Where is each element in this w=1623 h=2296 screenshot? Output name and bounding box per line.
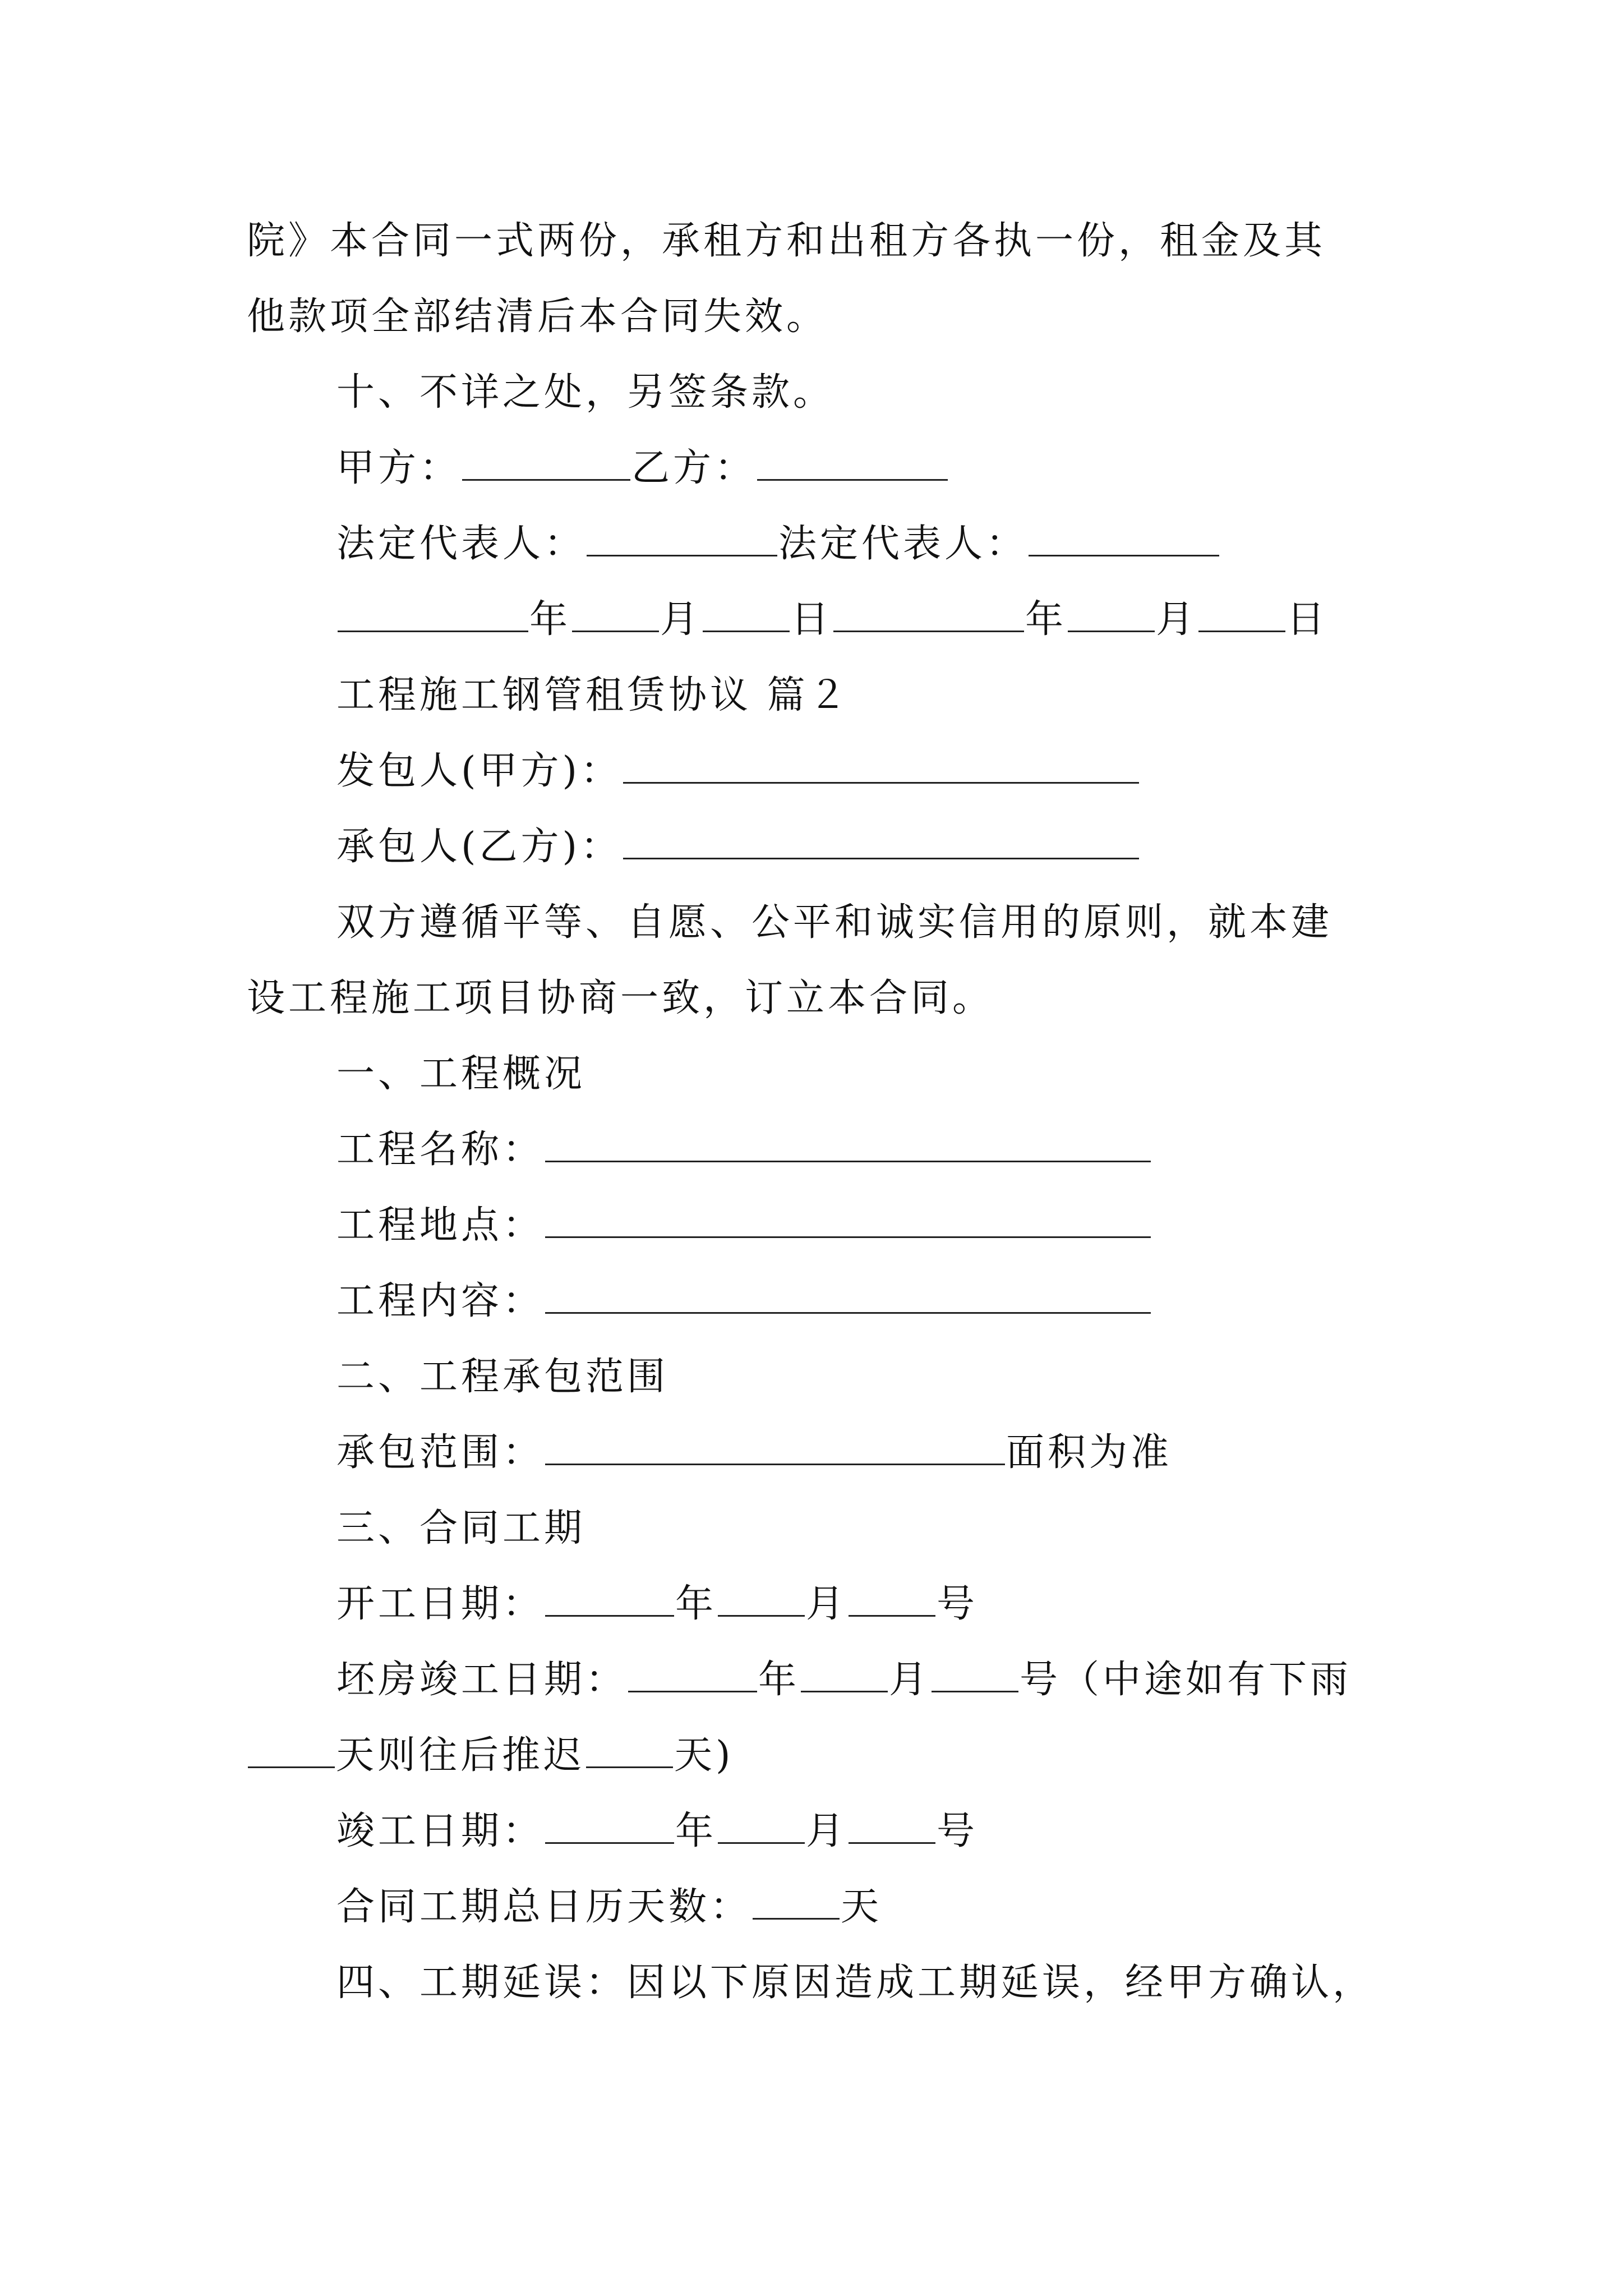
date-a-month-blank[interactable] xyxy=(572,600,659,632)
date-b-day-label: 日 xyxy=(1287,597,1329,642)
completion-date-line xyxy=(336,1801,978,1862)
legal-rep-b-blank[interactable] xyxy=(1029,524,1219,556)
legal-rep-a-label: 法定代表人： xyxy=(336,522,586,566)
total-days-label: 合同工期总日历天数： xyxy=(336,1885,752,1929)
total-days-blank[interactable] xyxy=(753,1888,840,1920)
project-content-blank[interactable] xyxy=(545,1282,1151,1314)
date-a-year-blank[interactable] xyxy=(338,600,528,632)
contractor-blank[interactable] xyxy=(623,827,1139,859)
scope-suffix: 面积为准 xyxy=(1006,1430,1173,1475)
heading-duration: 三、合同工期 xyxy=(336,1506,586,1550)
date-b-month-label: 月 xyxy=(1156,597,1198,642)
completion-date-label: 竣工日期： xyxy=(336,1809,545,1853)
date-b-day-blank[interactable] xyxy=(1198,600,1285,632)
shell-day-blank[interactable] xyxy=(932,1660,1018,1692)
completion-day-blank[interactable] xyxy=(849,1812,935,1844)
date-b-year-label: 年 xyxy=(1025,597,1067,642)
date-a-year-label: 年 xyxy=(529,597,571,642)
date-b-month-blank[interactable] xyxy=(1068,600,1155,632)
project-content-label: 工程内容： xyxy=(336,1279,545,1323)
delay-days-blank[interactable] xyxy=(586,1736,673,1768)
completion-day-label: 号 xyxy=(937,1809,979,1853)
completion-year-label: 年 xyxy=(675,1809,717,1853)
shell-month-blank[interactable] xyxy=(801,1660,888,1692)
project-name-label: 工程名称： xyxy=(336,1128,545,1172)
start-day-blank[interactable] xyxy=(849,1585,935,1617)
shell-year-label: 年 xyxy=(758,1658,800,1702)
heading-overview: 一、工程概况 xyxy=(336,1052,586,1096)
party-b-label: 乙方： xyxy=(631,446,757,490)
contractor-label: 承包人(乙方)： xyxy=(336,825,623,869)
project-location-line xyxy=(336,1195,1152,1257)
party-a-label: 甲方： xyxy=(336,446,462,490)
heading-scope: 二、工程承包范围 xyxy=(336,1355,669,1399)
total-days-unit: 天 xyxy=(841,1885,883,1929)
date-b-year-blank[interactable] xyxy=(833,600,1024,632)
contractor-line xyxy=(336,816,1140,878)
party-b-blank[interactable] xyxy=(757,449,948,481)
legal-rep-line xyxy=(336,513,1220,575)
scope-label: 承包范围： xyxy=(336,1430,545,1475)
start-month-blank[interactable] xyxy=(718,1585,805,1617)
start-date-line xyxy=(336,1573,978,1635)
project-location-blank[interactable] xyxy=(545,1206,1151,1238)
start-year-blank[interactable] xyxy=(545,1585,674,1617)
start-month-label: 月 xyxy=(806,1582,848,1626)
completion-month-blank[interactable] xyxy=(718,1812,805,1844)
date-a-day-label: 日 xyxy=(791,597,833,642)
employer-label: 发包人(甲方)： xyxy=(336,749,623,793)
clause-ten: 十、不详之处，另签条款。 xyxy=(336,370,835,415)
date-line xyxy=(336,589,1328,651)
project-location-label: 工程地点： xyxy=(336,1203,545,1248)
paragraph-line-2: 他款项全部结清后本合同失效。 xyxy=(247,295,828,339)
date-a-day-blank[interactable] xyxy=(703,600,790,632)
heading-delay: 四、工期延误：因以下原因造成工期延误，经甲方确认， xyxy=(336,1961,1375,2005)
shell-day-label: 号（中途如有下雨 xyxy=(1020,1658,1352,1702)
principle-line-1: 双方遵循平等、自愿、公平和诚实信用的原则，就本建 xyxy=(336,900,1333,945)
employer-line xyxy=(336,740,1140,802)
legal-rep-b-label: 法定代表人： xyxy=(778,522,1028,566)
date-a-month-label: 月 xyxy=(660,597,702,642)
paragraph-line-1: 院》本合同一式两份，承租方和出租方各执一份，租金及其 xyxy=(247,219,1326,263)
project-name-blank[interactable] xyxy=(545,1130,1151,1162)
rain-delay-label: 天则往后推迟 xyxy=(336,1733,585,1778)
rain-delay-line xyxy=(247,1725,734,1787)
project-content-line xyxy=(336,1271,1152,1332)
legal-rep-a-blank[interactable] xyxy=(587,524,777,556)
principle-line-2: 设工程施工项目协商一致，订立本合同。 xyxy=(247,976,994,1020)
shell-completion-label: 坯房竣工日期： xyxy=(336,1658,628,1702)
project-name-line xyxy=(336,1119,1152,1181)
total-days-line xyxy=(336,1876,882,1938)
shell-year-blank[interactable] xyxy=(628,1660,757,1692)
employer-blank[interactable] xyxy=(623,752,1139,784)
completion-year-blank[interactable] xyxy=(545,1812,674,1844)
shell-month-label: 月 xyxy=(889,1658,931,1702)
scope-blank[interactable] xyxy=(545,1433,1005,1465)
delay-days-label: 天) xyxy=(674,1733,734,1778)
rain-days-blank[interactable] xyxy=(248,1736,335,1768)
scope-line xyxy=(336,1422,1172,1484)
start-year-label: 年 xyxy=(675,1582,717,1626)
party-line xyxy=(336,438,949,499)
section-title: 工程施工钢管租赁协议 篇２ xyxy=(336,673,850,717)
party-a-blank[interactable] xyxy=(462,449,630,481)
start-date-label: 开工日期： xyxy=(336,1582,545,1626)
shell-completion-line xyxy=(336,1649,1352,1711)
completion-month-label: 月 xyxy=(806,1809,848,1853)
start-day-label: 号 xyxy=(937,1582,979,1626)
